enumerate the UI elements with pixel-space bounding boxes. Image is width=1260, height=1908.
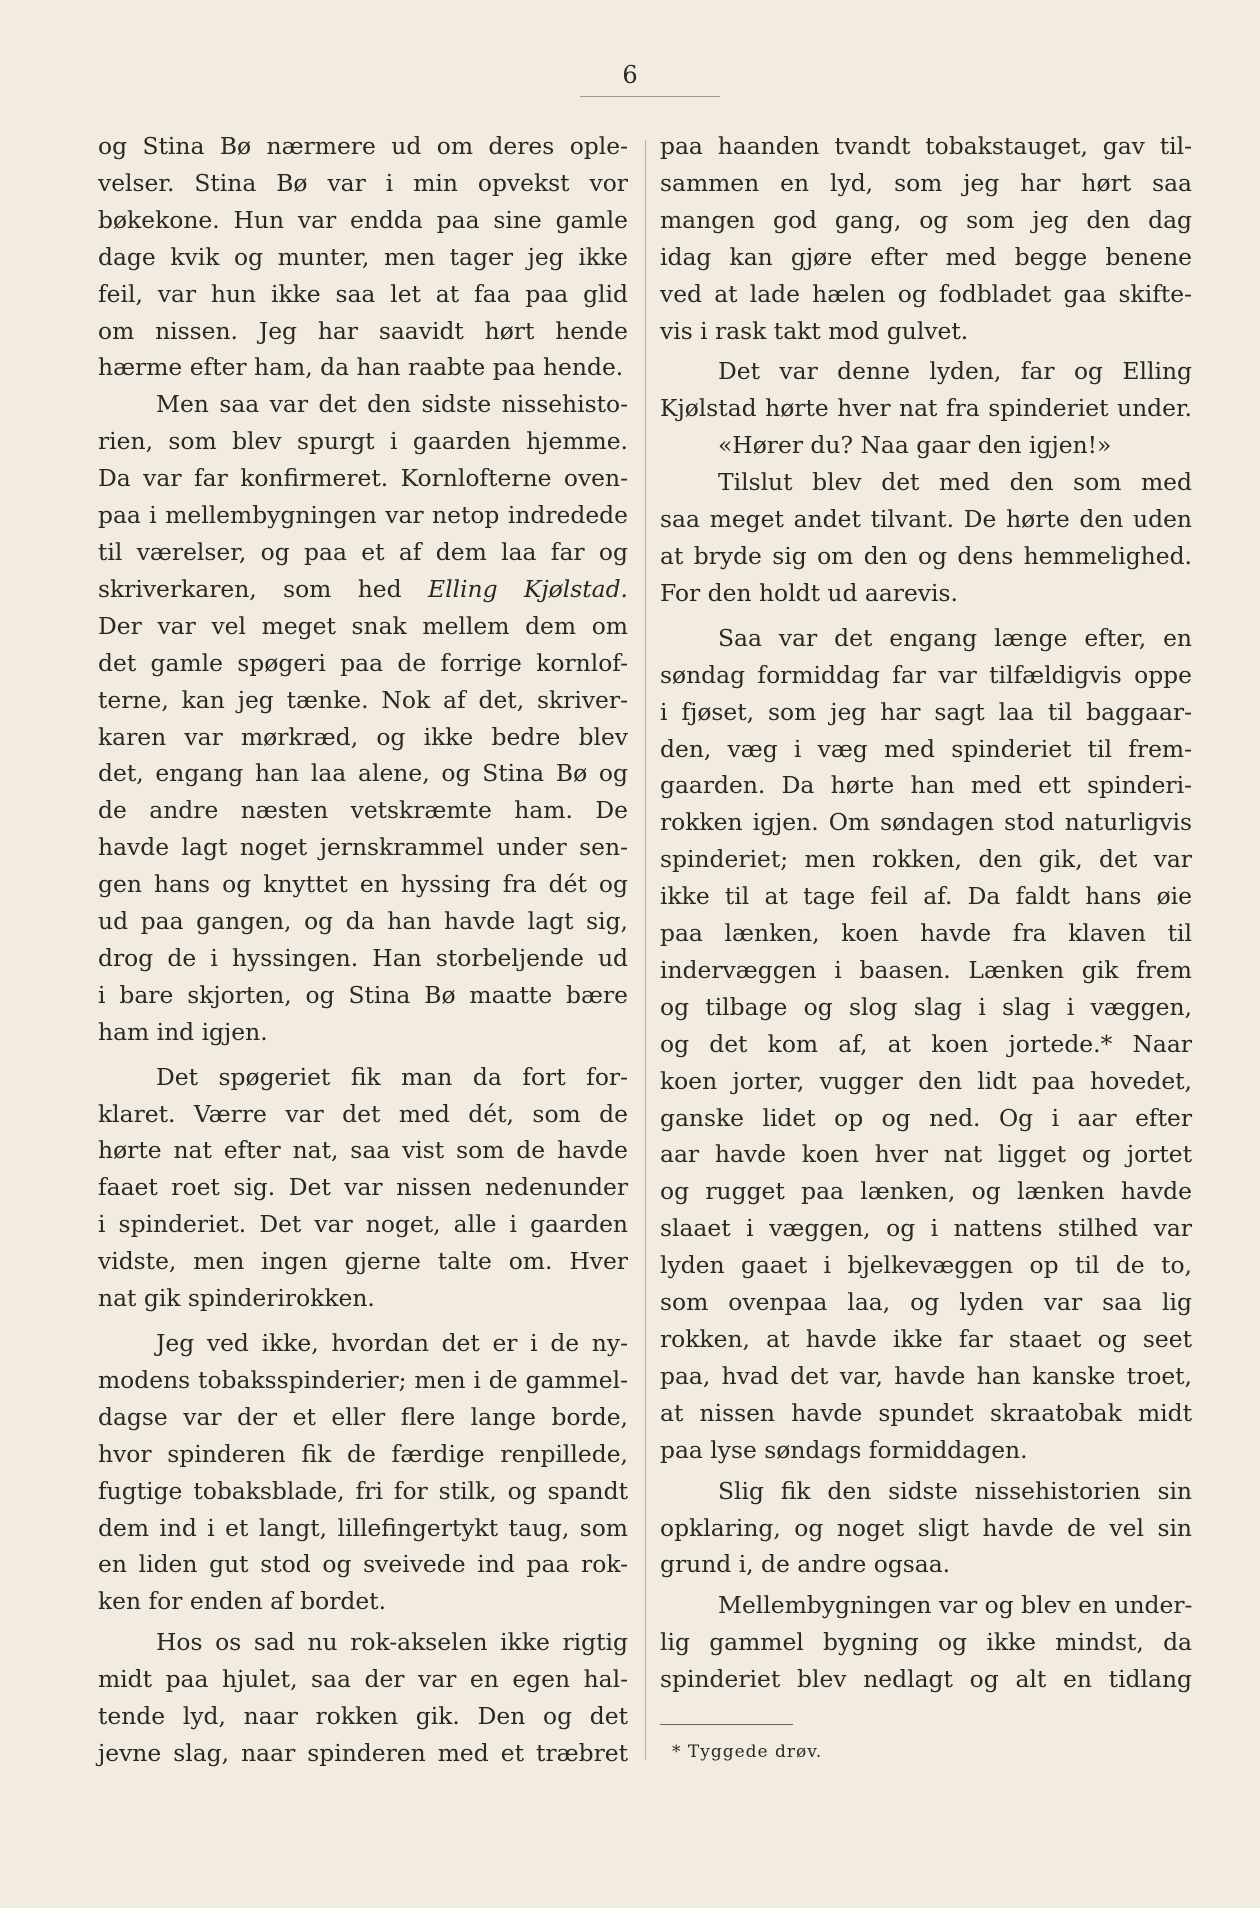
text-line: som ovenpaa laa, og lyden var saa lig — [660, 1288, 1192, 1317]
text-line: Det var denne lyden, far og Elling — [718, 357, 1192, 386]
text-line: spinderiet blev nedlagt og alt en tidlang — [660, 1665, 1192, 1694]
text-line: hørte nat efter nat, saa vist som de havde — [98, 1136, 628, 1165]
text-line: koen jorter, vugger den lidt paa hovedet, — [660, 1066, 1192, 1095]
text-line: klaret. Værre var det med dét, som de — [98, 1099, 628, 1128]
text-line: rokken, at havde ikke far staaet og seet — [660, 1325, 1192, 1353]
text-line: tende lyd, naar rokken gik. Den og det — [98, 1702, 628, 1731]
text-line: terne, kan jeg tænke. Nok af det, skriver- — [98, 685, 628, 714]
text-line: at bryde sig om den og dens hemmelighed. — [660, 541, 1192, 570]
text-line: til værelser, og paa et af dem laa far og — [98, 537, 628, 566]
text-line: nat gik spinderirokken. — [98, 1284, 375, 1313]
text-line: om nissen. Jeg har saavidt hørt hende — [98, 316, 628, 345]
text-line: de andre næsten vetskræmte ham. De — [98, 796, 628, 825]
text-line: hvor spinderen fik de færdige renpillede, — [98, 1439, 628, 1468]
text-line: ham ind igjen. — [98, 1017, 268, 1046]
text-line: Det spøgeriet fik man da fort for- — [156, 1062, 628, 1091]
text-line: fugtige tobaksblade, fri for stilk, og spandt — [98, 1476, 628, 1505]
text-line: ken for enden af bordet. — [98, 1587, 387, 1616]
text-line: ganske lidet op og ned. Og i aar efter — [660, 1103, 1192, 1132]
text-line: i spinderiet. Det var noget, alle i gaarden — [98, 1210, 628, 1239]
text-line: Mellembygningen var og blev en under- — [718, 1591, 1193, 1620]
text-line: Hos os sad nu rok-akselen ikke rigtig — [156, 1628, 628, 1657]
text-line: saa meget andet tilvant. De hørte den uden — [660, 505, 1192, 534]
text-line: indervæggen i baasen. Lænken gik frem — [660, 955, 1192, 984]
text-line: drog de i hyssingen. Han storbeljende ud — [98, 943, 628, 972]
text-line: havde lagt noget jernskrammel under sen- — [98, 833, 628, 862]
text-line: karen var mørkræd, og ikke bedre blev — [98, 722, 628, 751]
text-line: slaaet i væggen, og i nattens stilhed var — [660, 1214, 1192, 1243]
text-line: Tilslut blev det med den som med — [718, 468, 1192, 497]
text-line: paa i mellembygningen var netop indrededе — [98, 501, 628, 530]
header-rule — [580, 96, 720, 97]
text-line: spinderiet; men rokken, den gik, det var — [660, 845, 1192, 874]
text-line: aar havde koen hver nat ligget og jortet — [660, 1140, 1192, 1169]
text-line: Da var far konfirmeret. Kornlofterne oven- — [98, 464, 628, 493]
text-line: dage kvik og munter, men tager jeg ikke — [98, 242, 628, 271]
text-line: Men saa var det den sidste nissehisto- — [156, 390, 628, 419]
text-line: lig gammel bygning og ikke mindst, da — [660, 1628, 1192, 1657]
text-line: faaet roet sig. Det var nissen nedenunder — [98, 1173, 628, 1202]
text-line: «Hører du? Naa gaar den igjen!» — [718, 431, 1112, 460]
text-line: Slig fik den sidste nissehistorien sin — [718, 1476, 1192, 1505]
text-line: sammen en lyd, som jeg har hørt saa — [660, 168, 1192, 197]
text-line: ud paa gangen, og da han havde lagt sig, — [98, 907, 628, 936]
text-line: det, engang han laa alene, og Stina Bø og — [98, 759, 628, 788]
text-line: Der var vel meget snak mellem dem om — [98, 611, 628, 640]
text-line: bøkekone. Hun var endda paa sine gamle — [98, 205, 628, 234]
text-line — [98, 571, 628, 608]
text-line: i fjøset, som jeg har sagt laa til baggaar- — [660, 697, 1192, 726]
text-line: en liden gut stod og sveivede ind paa rok- — [98, 1550, 628, 1579]
text-line: lyden gaaet i bjelkevæggen op til de to, — [660, 1251, 1192, 1280]
footnote-rule — [660, 1724, 793, 1725]
text-line: paa lænken, koen havde fra klaven til — [660, 919, 1192, 948]
page-number: 6 — [622, 61, 638, 89]
text-line: søndag formiddag far var tilfældigvis oppe — [660, 660, 1192, 689]
text-line: det gamle spøgeri paa de forrige kornlof- — [98, 648, 628, 677]
text-line: Saa var det engang længe efter, en — [718, 623, 1192, 652]
text-line: at nissen havde spundet skraatobak midt — [660, 1398, 1192, 1427]
text-line: og tilbage og slog slag i slag i væggen, — [660, 992, 1192, 1021]
text-line: Jeg ved ikke, hvordan det er i de ny- — [156, 1329, 628, 1357]
text-line: paa haanden tvandt tobakstauget, gav til- — [660, 132, 1192, 160]
text-line: og det kom af, at koen jortede.* Naar — [660, 1029, 1192, 1058]
text-line: For den holdt ud aarevis. — [660, 578, 958, 607]
text-line: ikke til at tage feil af. Da faldt hans øie — [660, 882, 1192, 911]
text-line: vis i rask takt mod gulvet. — [660, 316, 969, 345]
text-line: dagse var der et eller flere lange borde, — [98, 1402, 628, 1431]
text-line: idag kan gjøre efter med begge benene — [660, 242, 1192, 271]
italic-name: Elling Kjølstad. — [428, 574, 628, 603]
text-line: ved at lade hælen og fodbladet gaa skifte- — [660, 279, 1192, 308]
text-line: grund i, de andre ogsaa. — [660, 1550, 951, 1579]
text-line: rokken igjen. Om søndagen stod naturligvis — [660, 808, 1192, 837]
column-divider — [645, 140, 646, 1760]
left-column — [98, 128, 628, 1772]
text-line: gen hans og knyttet en hyssing fra dét og — [98, 870, 628, 899]
text-line: dem ind i et langt, lillefingertykt taug, som — [98, 1513, 628, 1542]
text-line: midt paa hjulet, saa der var en egen hal- — [98, 1665, 628, 1694]
text-line: modens tobaksspinderier; men i de gammel- — [98, 1365, 628, 1394]
text-line: rien, som blev spurgt i gaarden hjemme. — [98, 427, 628, 456]
text-line: vidste, men ingen gjerne talte om. Hver — [98, 1247, 628, 1276]
text-line: jevne slag, naar spinderen med et træbret — [98, 1738, 628, 1767]
text-line: opklaring, og noget sligt havde de vel sin — [660, 1513, 1192, 1542]
text-line: hærme efter ham, da han raabte paa hende. — [98, 353, 624, 382]
text-line: velser. Stina Bø var i min opvekst vor — [98, 168, 628, 197]
text-line: og Stina Bø nærmere ud om deres ople- — [98, 132, 628, 160]
text-line: Kjølstad hørte hver nat fra spinderiet under. — [660, 394, 1192, 423]
text-line: i bare skjorten, og Stina Bø maatte bære — [98, 980, 628, 1009]
footnote: * Tyggede drøv. — [672, 1742, 823, 1762]
text-line: og rugget paa lænken, og lænken havde — [660, 1177, 1192, 1206]
text-line: paa lyse søndags formiddagen. — [660, 1435, 1028, 1464]
text-line: feil, var hun ikke saa let at faa paa glid — [98, 279, 628, 308]
text-line: mangen god gang, og som jeg den dag — [660, 205, 1192, 234]
text-line: paa, hvad det var, havde han kanske troet, — [660, 1361, 1192, 1390]
right-column — [660, 128, 1192, 1698]
text-line: den, væg i væg med spinderiet til frem- — [660, 734, 1192, 763]
text-line: gaarden. Da hørte han med ett spinderi- — [660, 771, 1192, 800]
text-fragment: skriverkaren, som hed — [98, 574, 428, 603]
